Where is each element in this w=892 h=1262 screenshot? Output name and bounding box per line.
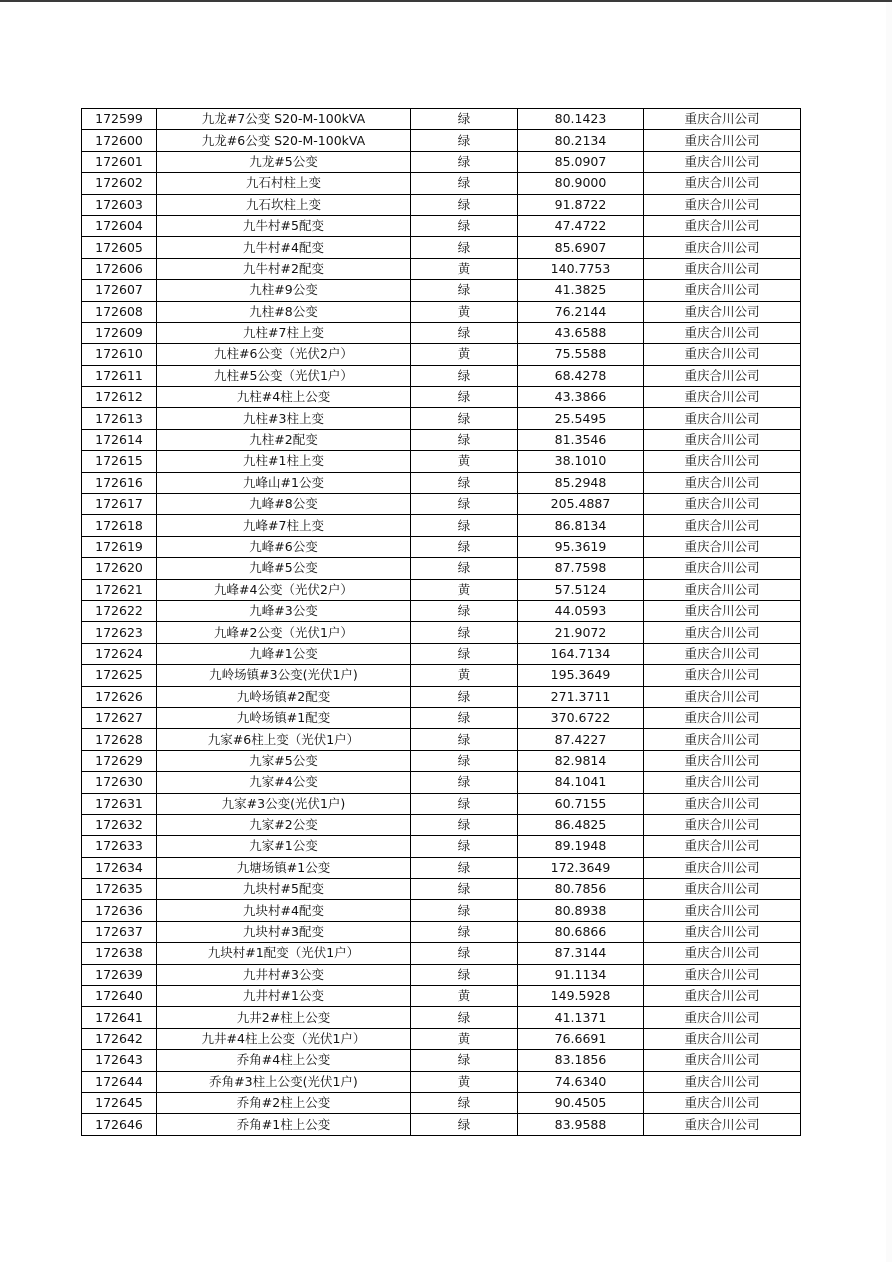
- company-cell: 重庆合川公司: [644, 879, 801, 900]
- status-color-cell: 黄: [411, 986, 518, 1007]
- value-cell: 41.3825: [518, 280, 644, 301]
- row-id-cell: 172639: [82, 964, 157, 985]
- transformer-table: [81, 108, 801, 1136]
- table-row: [82, 515, 801, 536]
- table-row: [82, 472, 801, 493]
- status-color-cell: 绿: [411, 280, 518, 301]
- status-color-cell: 绿: [411, 943, 518, 964]
- table-row: [82, 879, 801, 900]
- company-cell: 重庆合川公司: [644, 429, 801, 450]
- table-row: [82, 986, 801, 1007]
- table-row: [82, 964, 801, 985]
- transformer-name-cell: 九井#4柱上公变（光伏1户）: [157, 1028, 411, 1049]
- company-cell: 重庆合川公司: [644, 451, 801, 472]
- table-row: [82, 558, 801, 579]
- table-row: [82, 322, 801, 343]
- company-cell: 重庆合川公司: [644, 643, 801, 664]
- table-row: [82, 429, 801, 450]
- row-id-cell: 172643: [82, 1050, 157, 1071]
- status-color-cell: 绿: [411, 900, 518, 921]
- value-cell: 86.8134: [518, 515, 644, 536]
- status-color-cell: 绿: [411, 365, 518, 386]
- value-cell: 74.6340: [518, 1071, 644, 1092]
- table-row: [82, 451, 801, 472]
- status-color-cell: 黄: [411, 344, 518, 365]
- transformer-name-cell: 九柱#8公变: [157, 301, 411, 322]
- value-cell: 43.6588: [518, 322, 644, 343]
- company-cell: 重庆合川公司: [644, 943, 801, 964]
- table-row: [82, 387, 801, 408]
- transformer-name-cell: 九岭场镇#2配变: [157, 686, 411, 707]
- table-row: [82, 280, 801, 301]
- transformer-name-cell: 乔角#1柱上公变: [157, 1114, 411, 1135]
- row-id-cell: 172637: [82, 921, 157, 942]
- status-color-cell: 绿: [411, 515, 518, 536]
- company-cell: 重庆合川公司: [644, 515, 801, 536]
- transformer-name-cell: 九峰#5公变: [157, 558, 411, 579]
- row-id-cell: 172623: [82, 622, 157, 643]
- table-row: [82, 729, 801, 750]
- row-id-cell: 172624: [82, 643, 157, 664]
- row-id-cell: 172614: [82, 429, 157, 450]
- value-cell: 68.4278: [518, 365, 644, 386]
- value-cell: 86.4825: [518, 814, 644, 835]
- status-color-cell: 绿: [411, 1007, 518, 1028]
- value-cell: 87.4227: [518, 729, 644, 750]
- row-id-cell: 172612: [82, 387, 157, 408]
- row-id-cell: 172610: [82, 344, 157, 365]
- transformer-name-cell: 九峰#8公变: [157, 494, 411, 515]
- status-color-cell: 绿: [411, 814, 518, 835]
- table-row: [82, 494, 801, 515]
- transformer-name-cell: 九柱#1柱上变: [157, 451, 411, 472]
- status-color-cell: 绿: [411, 964, 518, 985]
- transformer-name-cell: 九家#2公变: [157, 814, 411, 835]
- status-color-cell: 黄: [411, 665, 518, 686]
- status-color-cell: 绿: [411, 408, 518, 429]
- transformer-name-cell: 九塘场镇#1公变: [157, 857, 411, 878]
- row-id-cell: 172605: [82, 237, 157, 258]
- page-top-border: [0, 0, 892, 2]
- status-color-cell: 绿: [411, 879, 518, 900]
- value-cell: 43.3866: [518, 387, 644, 408]
- row-id-cell: 172617: [82, 494, 157, 515]
- company-cell: 重庆合川公司: [644, 1071, 801, 1092]
- company-cell: 重庆合川公司: [644, 1050, 801, 1071]
- table-body: [82, 109, 801, 1136]
- status-color-cell: 绿: [411, 151, 518, 172]
- status-color-cell: 黄: [411, 1028, 518, 1049]
- value-cell: 370.6722: [518, 707, 644, 728]
- table-row: [82, 130, 801, 151]
- transformer-name-cell: 九柱#2配变: [157, 429, 411, 450]
- table-row: [82, 772, 801, 793]
- transformer-name-cell: 九家#5公变: [157, 750, 411, 771]
- table-row: [82, 408, 801, 429]
- row-id-cell: 172625: [82, 665, 157, 686]
- company-cell: 重庆合川公司: [644, 344, 801, 365]
- row-id-cell: 172599: [82, 109, 157, 130]
- transformer-name-cell: 九石坎柱上变: [157, 194, 411, 215]
- transformer-name-cell: 九峰#3公变: [157, 600, 411, 621]
- value-cell: 80.1423: [518, 109, 644, 130]
- company-cell: 重庆合川公司: [644, 1092, 801, 1113]
- company-cell: 重庆合川公司: [644, 729, 801, 750]
- table-row: [82, 109, 801, 130]
- value-cell: 44.0593: [518, 600, 644, 621]
- row-id-cell: 172611: [82, 365, 157, 386]
- table-row: [82, 900, 801, 921]
- transformer-name-cell: 九家#6柱上变（光伏1户）: [157, 729, 411, 750]
- transformer-name-cell: 九牛村#5配变: [157, 215, 411, 236]
- row-id-cell: 172633: [82, 836, 157, 857]
- company-cell: 重庆合川公司: [644, 579, 801, 600]
- transformer-name-cell: 九块村#3配变: [157, 921, 411, 942]
- status-color-cell: 绿: [411, 322, 518, 343]
- value-cell: 75.5588: [518, 344, 644, 365]
- status-color-cell: 绿: [411, 921, 518, 942]
- transformer-name-cell: 九牛村#2配变: [157, 258, 411, 279]
- table-row: [82, 1028, 801, 1049]
- status-color-cell: 绿: [411, 387, 518, 408]
- table-row: [82, 344, 801, 365]
- company-cell: 重庆合川公司: [644, 793, 801, 814]
- value-cell: 80.6866: [518, 921, 644, 942]
- value-cell: 76.6691: [518, 1028, 644, 1049]
- row-id-cell: 172621: [82, 579, 157, 600]
- value-cell: 21.9072: [518, 622, 644, 643]
- transformer-name-cell: 九峰#2公变（光伏1户）: [157, 622, 411, 643]
- value-cell: 91.1134: [518, 964, 644, 985]
- value-cell: 81.3546: [518, 429, 644, 450]
- transformer-name-cell: 九柱#4柱上公变: [157, 387, 411, 408]
- transformer-name-cell: 九龙#6公变 S20-M-100kVA: [157, 130, 411, 151]
- row-id-cell: 172644: [82, 1071, 157, 1092]
- table-row: [82, 622, 801, 643]
- company-cell: 重庆合川公司: [644, 365, 801, 386]
- table-row: [82, 1092, 801, 1113]
- value-cell: 149.5928: [518, 986, 644, 1007]
- value-cell: 83.1856: [518, 1050, 644, 1071]
- status-color-cell: 黄: [411, 258, 518, 279]
- company-cell: 重庆合川公司: [644, 665, 801, 686]
- transformer-name-cell: 九家#1公变: [157, 836, 411, 857]
- status-color-cell: 绿: [411, 729, 518, 750]
- row-id-cell: 172636: [82, 900, 157, 921]
- value-cell: 76.2144: [518, 301, 644, 322]
- transformer-name-cell: 九峰山#1公变: [157, 472, 411, 493]
- row-id-cell: 172627: [82, 707, 157, 728]
- row-id-cell: 172642: [82, 1028, 157, 1049]
- company-cell: 重庆合川公司: [644, 900, 801, 921]
- value-cell: 172.3649: [518, 857, 644, 878]
- table-row: [82, 1071, 801, 1092]
- table-row: [82, 707, 801, 728]
- transformer-name-cell: 九岭场镇#1配变: [157, 707, 411, 728]
- status-color-cell: 绿: [411, 494, 518, 515]
- company-cell: 重庆合川公司: [644, 258, 801, 279]
- table-row: [82, 793, 801, 814]
- company-cell: 重庆合川公司: [644, 1007, 801, 1028]
- table-row: [82, 301, 801, 322]
- value-cell: 83.9588: [518, 1114, 644, 1135]
- row-id-cell: 172609: [82, 322, 157, 343]
- row-id-cell: 172620: [82, 558, 157, 579]
- row-id-cell: 172645: [82, 1092, 157, 1113]
- value-cell: 25.5495: [518, 408, 644, 429]
- company-cell: 重庆合川公司: [644, 237, 801, 258]
- company-cell: 重庆合川公司: [644, 408, 801, 429]
- status-color-cell: 黄: [411, 1071, 518, 1092]
- row-id-cell: 172613: [82, 408, 157, 429]
- value-cell: 80.7856: [518, 879, 644, 900]
- row-id-cell: 172603: [82, 194, 157, 215]
- transformer-name-cell: 九峰#1公变: [157, 643, 411, 664]
- status-color-cell: 绿: [411, 772, 518, 793]
- company-cell: 重庆合川公司: [644, 772, 801, 793]
- transformer-name-cell: 九井村#3公变: [157, 964, 411, 985]
- status-color-cell: 绿: [411, 793, 518, 814]
- row-id-cell: 172626: [82, 686, 157, 707]
- transformer-name-cell: 九石村柱上变: [157, 173, 411, 194]
- status-color-cell: 绿: [411, 622, 518, 643]
- table-row: [82, 579, 801, 600]
- value-cell: 205.4887: [518, 494, 644, 515]
- row-id-cell: 172607: [82, 280, 157, 301]
- table-row: [82, 750, 801, 771]
- row-id-cell: 172641: [82, 1007, 157, 1028]
- transformer-name-cell: 乔角#3柱上公变(光伏1户): [157, 1071, 411, 1092]
- table-row: [82, 151, 801, 172]
- company-cell: 重庆合川公司: [644, 280, 801, 301]
- status-color-cell: 绿: [411, 836, 518, 857]
- status-color-cell: 黄: [411, 301, 518, 322]
- table-row: [82, 643, 801, 664]
- value-cell: 87.3144: [518, 943, 644, 964]
- row-id-cell: 172638: [82, 943, 157, 964]
- status-color-cell: 黄: [411, 579, 518, 600]
- table-row: [82, 1114, 801, 1135]
- company-cell: 重庆合川公司: [644, 857, 801, 878]
- status-color-cell: 绿: [411, 173, 518, 194]
- table-row: [82, 1050, 801, 1071]
- transformer-name-cell: 九井2#柱上公变: [157, 1007, 411, 1028]
- company-cell: 重庆合川公司: [644, 1028, 801, 1049]
- transformer-name-cell: 九块村#5配变: [157, 879, 411, 900]
- row-id-cell: 172602: [82, 173, 157, 194]
- company-cell: 重庆合川公司: [644, 109, 801, 130]
- value-cell: 60.7155: [518, 793, 644, 814]
- status-color-cell: 绿: [411, 707, 518, 728]
- transformer-name-cell: 九峰#4公变（光伏2户）: [157, 579, 411, 600]
- row-id-cell: 172632: [82, 814, 157, 835]
- value-cell: 82.9814: [518, 750, 644, 771]
- transformer-name-cell: 乔角#4柱上公变: [157, 1050, 411, 1071]
- company-cell: 重庆合川公司: [644, 986, 801, 1007]
- row-id-cell: 172619: [82, 536, 157, 557]
- status-color-cell: 绿: [411, 857, 518, 878]
- transformer-name-cell: 九峰#7柱上变: [157, 515, 411, 536]
- table-row: [82, 600, 801, 621]
- row-id-cell: 172629: [82, 750, 157, 771]
- company-cell: 重庆合川公司: [644, 1114, 801, 1135]
- table-row: [82, 536, 801, 557]
- value-cell: 87.7598: [518, 558, 644, 579]
- transformer-name-cell: 九岭场镇#3公变(光伏1户): [157, 665, 411, 686]
- value-cell: 85.6907: [518, 237, 644, 258]
- status-color-cell: 绿: [411, 472, 518, 493]
- transformer-name-cell: 九柱#5公变（光伏1户）: [157, 365, 411, 386]
- value-cell: 91.8722: [518, 194, 644, 215]
- company-cell: 重庆合川公司: [644, 686, 801, 707]
- status-color-cell: 黄: [411, 451, 518, 472]
- value-cell: 164.7134: [518, 643, 644, 664]
- row-id-cell: 172600: [82, 130, 157, 151]
- company-cell: 重庆合川公司: [644, 622, 801, 643]
- row-id-cell: 172628: [82, 729, 157, 750]
- company-cell: 重庆合川公司: [644, 558, 801, 579]
- status-color-cell: 绿: [411, 1050, 518, 1071]
- value-cell: 140.7753: [518, 258, 644, 279]
- value-cell: 89.1948: [518, 836, 644, 857]
- company-cell: 重庆合川公司: [644, 301, 801, 322]
- company-cell: 重庆合川公司: [644, 215, 801, 236]
- value-cell: 84.1041: [518, 772, 644, 793]
- status-color-cell: 绿: [411, 643, 518, 664]
- transformer-name-cell: 九家#4公变: [157, 772, 411, 793]
- row-id-cell: 172608: [82, 301, 157, 322]
- company-cell: 重庆合川公司: [644, 322, 801, 343]
- company-cell: 重庆合川公司: [644, 707, 801, 728]
- transformer-name-cell: 九柱#3柱上变: [157, 408, 411, 429]
- transformer-name-cell: 九块村#4配变: [157, 900, 411, 921]
- status-color-cell: 绿: [411, 237, 518, 258]
- status-color-cell: 绿: [411, 215, 518, 236]
- row-id-cell: 172630: [82, 772, 157, 793]
- value-cell: 47.4722: [518, 215, 644, 236]
- transformer-name-cell: 九龙#5公变: [157, 151, 411, 172]
- table-row: [82, 194, 801, 215]
- table-row: [82, 836, 801, 857]
- value-cell: 80.8938: [518, 900, 644, 921]
- status-color-cell: 绿: [411, 130, 518, 151]
- transformer-name-cell: 九井村#1公变: [157, 986, 411, 1007]
- company-cell: 重庆合川公司: [644, 536, 801, 557]
- status-color-cell: 绿: [411, 686, 518, 707]
- company-cell: 重庆合川公司: [644, 387, 801, 408]
- status-color-cell: 绿: [411, 558, 518, 579]
- row-id-cell: 172618: [82, 515, 157, 536]
- value-cell: 80.9000: [518, 173, 644, 194]
- value-cell: 90.4505: [518, 1092, 644, 1113]
- row-id-cell: 172634: [82, 857, 157, 878]
- value-cell: 195.3649: [518, 665, 644, 686]
- status-color-cell: 绿: [411, 600, 518, 621]
- transformer-name-cell: 乔角#2柱上公变: [157, 1092, 411, 1113]
- value-cell: 85.0907: [518, 151, 644, 172]
- value-cell: 85.2948: [518, 472, 644, 493]
- table-row: [82, 173, 801, 194]
- value-cell: 38.1010: [518, 451, 644, 472]
- row-id-cell: 172631: [82, 793, 157, 814]
- company-cell: 重庆合川公司: [644, 836, 801, 857]
- status-color-cell: 绿: [411, 750, 518, 771]
- company-cell: 重庆合川公司: [644, 814, 801, 835]
- transformer-name-cell: 九柱#7柱上变: [157, 322, 411, 343]
- table-row: [82, 237, 801, 258]
- company-cell: 重庆合川公司: [644, 921, 801, 942]
- row-id-cell: 172646: [82, 1114, 157, 1135]
- table-row: [82, 665, 801, 686]
- transformer-name-cell: 九家#3公变(光伏1户): [157, 793, 411, 814]
- transformer-name-cell: 九柱#9公变: [157, 280, 411, 301]
- status-color-cell: 绿: [411, 429, 518, 450]
- row-id-cell: 172635: [82, 879, 157, 900]
- page-right-edge: [886, 2, 892, 1262]
- row-id-cell: 172616: [82, 472, 157, 493]
- status-color-cell: 绿: [411, 1114, 518, 1135]
- table-row: [82, 1007, 801, 1028]
- company-cell: 重庆合川公司: [644, 472, 801, 493]
- status-color-cell: 绿: [411, 109, 518, 130]
- company-cell: 重庆合川公司: [644, 151, 801, 172]
- row-id-cell: 172622: [82, 600, 157, 621]
- status-color-cell: 绿: [411, 194, 518, 215]
- company-cell: 重庆合川公司: [644, 130, 801, 151]
- company-cell: 重庆合川公司: [644, 494, 801, 515]
- transformer-name-cell: 九峰#6公变: [157, 536, 411, 557]
- table-row: [82, 686, 801, 707]
- row-id-cell: 172601: [82, 151, 157, 172]
- table-row: [82, 814, 801, 835]
- company-cell: 重庆合川公司: [644, 173, 801, 194]
- status-color-cell: 绿: [411, 1092, 518, 1113]
- status-color-cell: 绿: [411, 536, 518, 557]
- table-row: [82, 258, 801, 279]
- table-row: [82, 921, 801, 942]
- transformer-name-cell: 九柱#6公变（光伏2户）: [157, 344, 411, 365]
- company-cell: 重庆合川公司: [644, 750, 801, 771]
- transformer-name-cell: 九块村#1配变（光伏1户）: [157, 943, 411, 964]
- table-row: [82, 857, 801, 878]
- value-cell: 95.3619: [518, 536, 644, 557]
- value-cell: 41.1371: [518, 1007, 644, 1028]
- row-id-cell: 172604: [82, 215, 157, 236]
- transformer-name-cell: 九龙#7公变 S20-M-100kVA: [157, 109, 411, 130]
- table-row: [82, 943, 801, 964]
- value-cell: 271.3711: [518, 686, 644, 707]
- table-row: [82, 365, 801, 386]
- company-cell: 重庆合川公司: [644, 964, 801, 985]
- transformer-name-cell: 九牛村#4配变: [157, 237, 411, 258]
- row-id-cell: 172615: [82, 451, 157, 472]
- company-cell: 重庆合川公司: [644, 600, 801, 621]
- company-cell: 重庆合川公司: [644, 194, 801, 215]
- row-id-cell: 172606: [82, 258, 157, 279]
- row-id-cell: 172640: [82, 986, 157, 1007]
- value-cell: 80.2134: [518, 130, 644, 151]
- value-cell: 57.5124: [518, 579, 644, 600]
- table-row: [82, 215, 801, 236]
